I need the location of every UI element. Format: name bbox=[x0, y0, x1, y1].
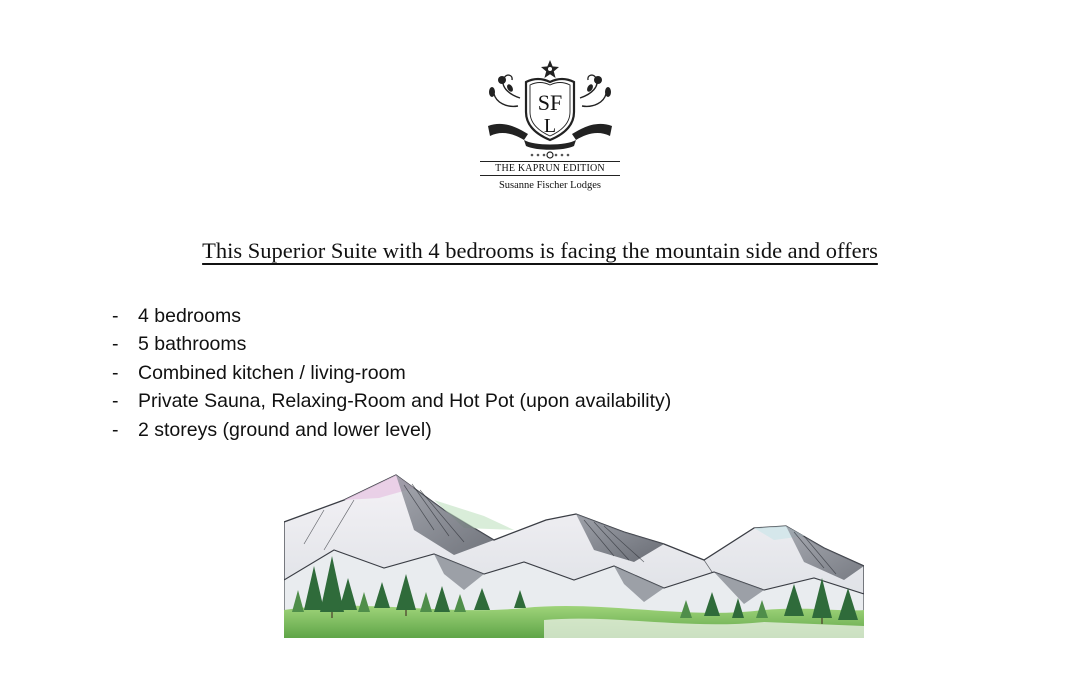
feature-text: 5 bathrooms bbox=[138, 333, 247, 356]
list-item bbox=[112, 330, 671, 358]
list-item bbox=[112, 359, 671, 387]
bullet: - bbox=[112, 361, 119, 384]
feature-list bbox=[112, 302, 671, 444]
crest-logo-icon bbox=[480, 56, 620, 161]
feature-text: Private Sauna, Relaxing-Room and Hot Pot (upon availability) bbox=[138, 390, 672, 413]
mountain-landscape-illustration bbox=[284, 470, 864, 638]
feature-text: Combined kitchen / living-room bbox=[138, 361, 406, 384]
monogram-top: SF bbox=[537, 90, 563, 115]
edition-label: THE KAPRUN EDITION bbox=[480, 161, 620, 176]
suite-heading-text: This Superior Suite with 4 bedrooms is facing the mountain side and offers bbox=[202, 238, 878, 263]
brand-logo bbox=[480, 56, 620, 196]
feature-text: 2 storeys (ground and lower level) bbox=[138, 418, 432, 441]
bullet: - bbox=[112, 305, 119, 327]
brand-name: Susanne Fischer Lodges bbox=[498, 180, 602, 191]
bullet: - bbox=[112, 390, 119, 413]
monogram-bottom: L bbox=[543, 115, 557, 137]
feature-text: 4 bedrooms bbox=[138, 305, 241, 327]
list-item bbox=[112, 302, 671, 330]
suite-heading bbox=[0, 238, 1080, 264]
bullet: - bbox=[112, 333, 119, 356]
list-item bbox=[112, 416, 671, 444]
bullet: - bbox=[112, 418, 119, 441]
list-item bbox=[112, 387, 671, 415]
